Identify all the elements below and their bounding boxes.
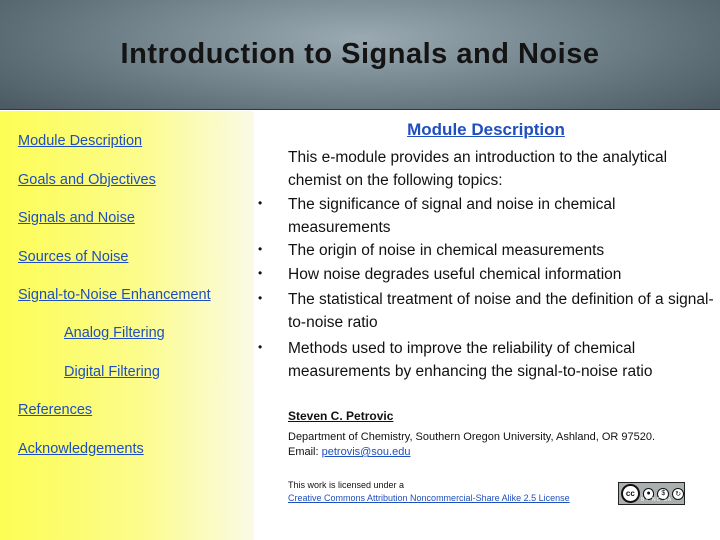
email-link[interactable]: petrovis@sou.edu [321,446,411,458]
cc-icon: cc [621,484,640,503]
noncommercial-icon: $ [657,488,669,500]
bullet-marker: • [258,340,263,354]
section-title: Module Description [407,120,565,139]
share-alike-icon: ↻ [672,488,684,500]
license-text: This work is licensed under a [288,480,405,490]
sidebar-item-signal-to-noise-enhancement[interactable]: Signal-to-Noise Enhancement [18,287,211,303]
list-item: How noise degrades useful chemical information [288,266,622,283]
email-label: Email: [288,446,319,458]
list-item: The significance of signal and noise in chemical measurements [288,196,616,236]
bullet-marker: • [258,291,263,305]
sidebar-item-goals-and-objectives[interactable]: Goals and Objectives [18,172,156,188]
cc-license-badge[interactable] [618,482,685,505]
sidebar-item-module-description[interactable]: Module Description [18,133,143,149]
list-item: The statistical treatment of noise and the definition of a signal-to-noise ratio [288,291,714,331]
author-name: Steven C. Petrovic [288,409,394,423]
list-item: Methods used to improve the reliability of chemical measurements by enhancing the signal-to-noise ratio [288,340,653,380]
intro-paragraph: This e-module provides an introduction to the analytical chemist on the following topics: [288,149,668,189]
bullet-marker: • [258,266,263,280]
license-notice [288,479,570,505]
person-icon: ● [643,488,655,500]
main-content [254,111,720,540]
page-title: Introduction to Signals and Noise [120,38,600,70]
sidebar-item-digital-filtering[interactable]: Digital Filtering [64,364,160,380]
sidebar-nav [0,111,254,540]
author-affiliation [288,430,718,460]
badge-strip-text: BY NC SA [641,497,673,503]
sidebar-item-acknowledgements[interactable]: Acknowledgements [18,441,144,457]
sidebar-item-references[interactable]: References [18,402,93,418]
bullet-marker: • [258,242,263,256]
bullet-marker: • [258,196,263,210]
license-link[interactable]: Creative Commons Attribution Noncommercial-Share Alike 2.5 License [288,493,570,503]
title-banner [0,0,720,110]
sidebar-item-sources-of-noise[interactable]: Sources of Noise [18,249,129,265]
department-text: Department of Chemistry, Southern Oregon University, Ashland, OR 97520. [288,431,656,443]
sidebar-item-analog-filtering[interactable]: Analog Filtering [64,325,165,341]
list-item: The origin of noise in chemical measurements [288,242,605,259]
sidebar-item-signals-and-noise[interactable]: Signals and Noise [18,210,135,226]
